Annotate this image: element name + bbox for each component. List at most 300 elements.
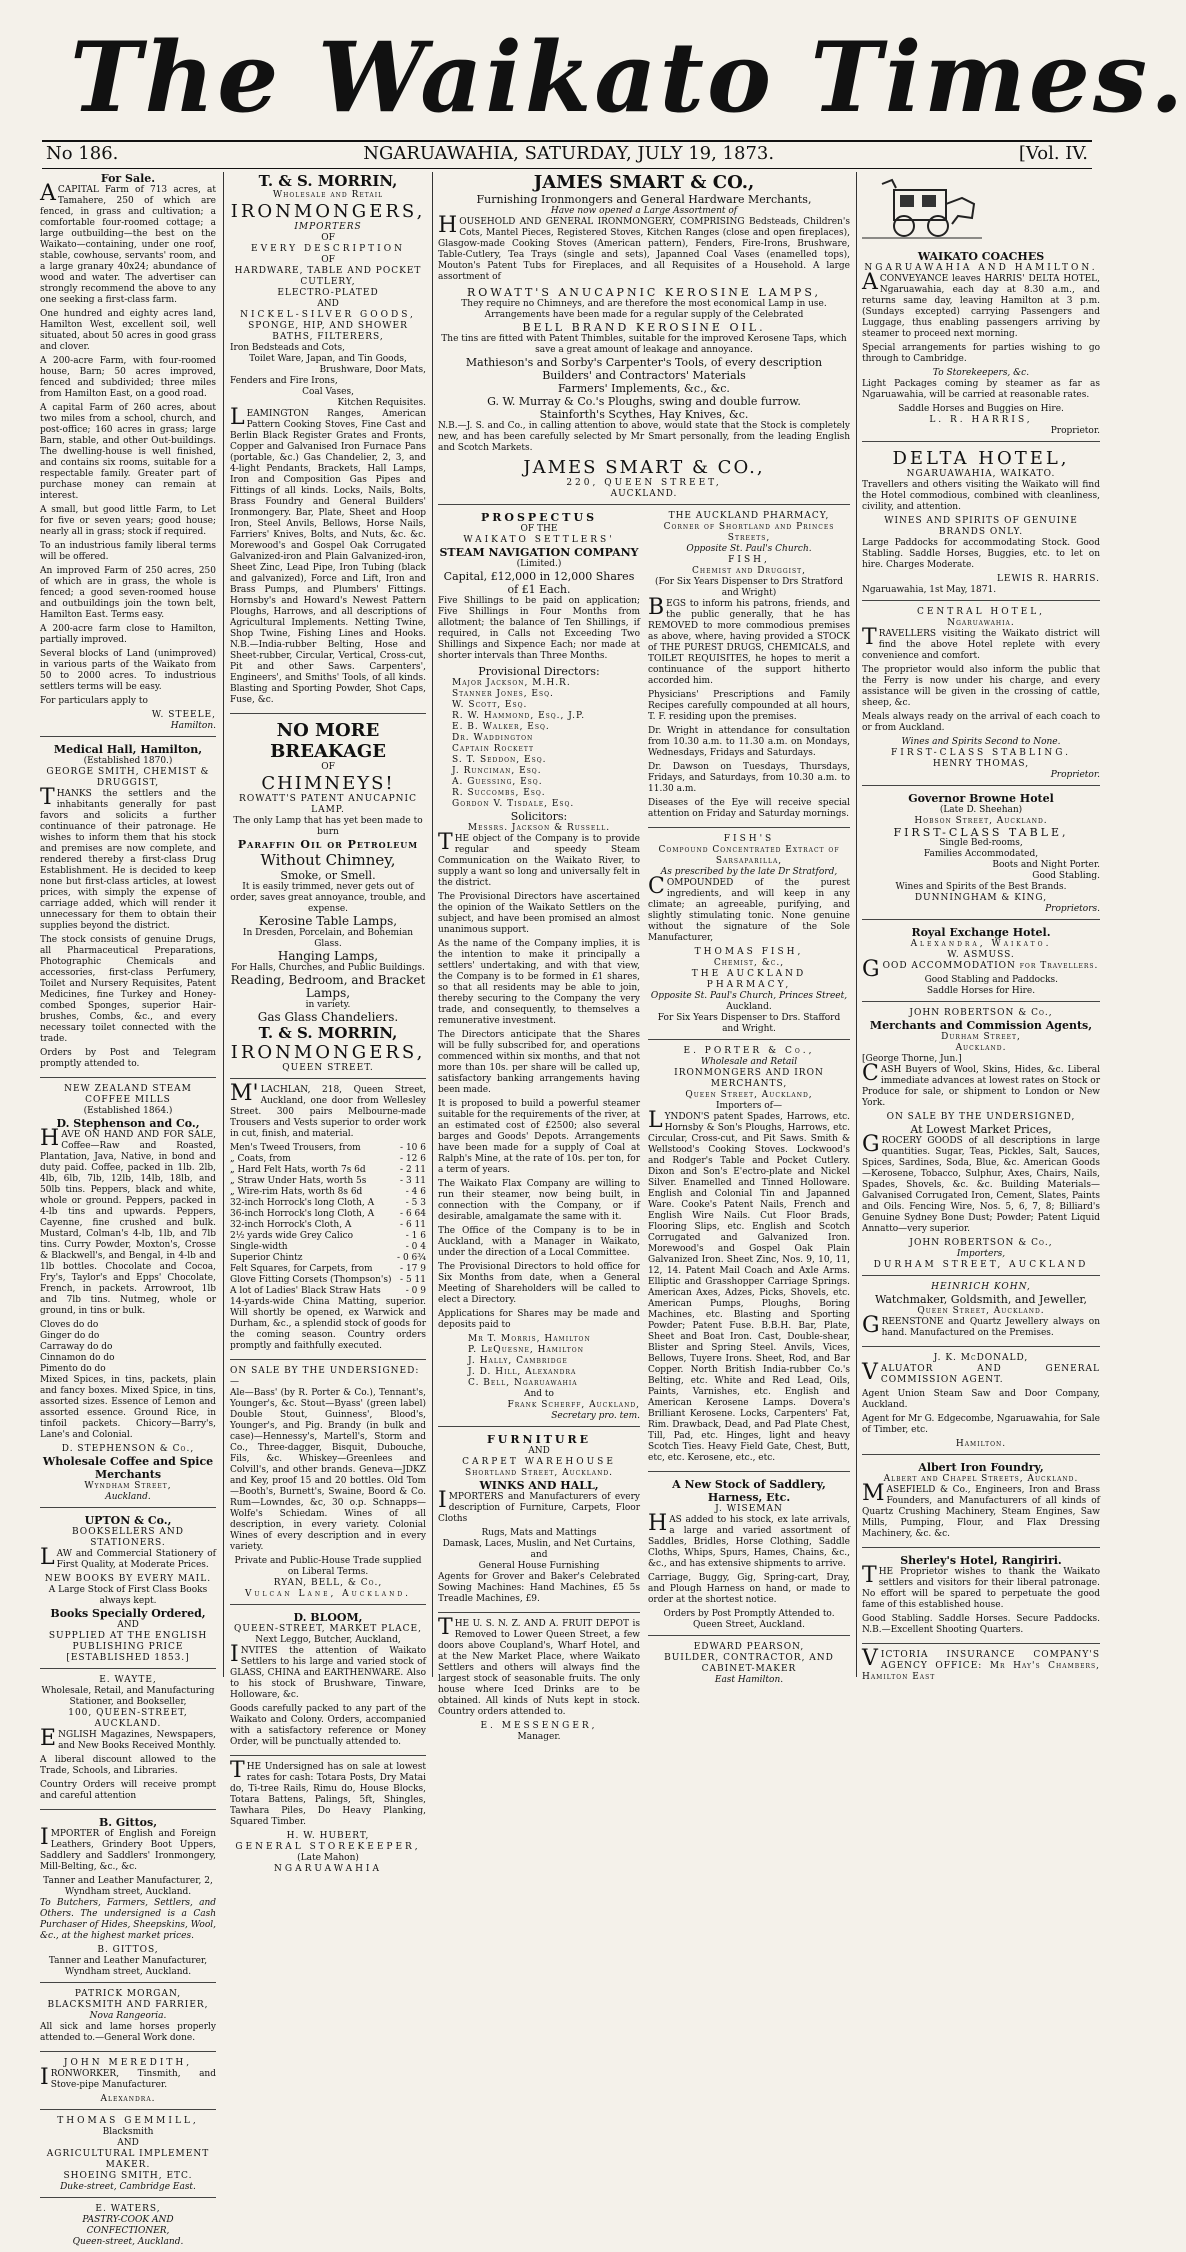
ad-meredith — [40, 2058, 216, 2110]
ad-address: Queen-street, Auckland. — [72, 2237, 184, 2247]
ad-heading: WAIKATO SETTLERS' — [463, 535, 615, 545]
ad-text: The Directors anticipate that the Shares will be fully subscribed for, and operations commenced within six months, and that not more than 10s. per share will be called up, satisfactory banking arrangements having been made. — [438, 1030, 640, 1095]
ad-text: SHOEING SMITH, ETC. — [63, 2171, 193, 2181]
ad-heading: NEW ZEALAND STEAM COFFEE MILLS — [64, 1084, 192, 1105]
ad-subheading: Compound Concentrated Extract of Sarsaparilla, — [658, 845, 840, 866]
column-3-right — [648, 511, 850, 1753]
ad-name: D. Stephenson and Co., — [56, 1117, 200, 1130]
ad-text: All sick and lame horses properly attended to.—General Work done. — [40, 2022, 216, 2043]
list-item: P. LeQuesne, Hamilton — [468, 1345, 584, 1355]
ad-text: The Provisional Directors to hold office for Six Months from date, when a General Meeting of Shareholders will be called to elect a Directory. — [438, 1262, 640, 1305]
ad-text: Good Stabling. — [1032, 871, 1100, 881]
ad-text: GREENSTONE and Quartz Jewellery always on hand. Manufactured on the Premises. — [862, 1313, 1100, 1338]
ad-address: DURHAM STREET, AUCKLAND — [873, 1260, 1089, 1270]
ad-heading: CARPET WAREHOUSE — [462, 1457, 616, 1467]
ad-waters — [40, 2204, 216, 2252]
ad-place: Auckland. — [726, 1002, 772, 1012]
ad-text: Agent Union Steam Saw and Door Company, Auckland. — [862, 1389, 1100, 1410]
ad-gemmill — [40, 2116, 216, 2198]
ad-heading: STEAM NAVIGATION COMPANY — [439, 546, 639, 559]
ad-text: HARDWARE, TABLE AND POCKET CUTLERY, — [234, 266, 422, 287]
ad-text: Iron Bedsteads and Cots, — [230, 343, 345, 353]
ad-address: Corner of Shortland and Princes Streets, — [663, 522, 835, 543]
column-4 — [862, 172, 1100, 1682]
ad-central-hotel — [862, 607, 1100, 786]
ad-signature: D. STEPHENSON & Co., — [61, 1444, 195, 1454]
ad-mcdonald — [862, 1353, 1100, 1455]
ad-heading: Medical Hall, Hamilton, — [53, 743, 203, 756]
list-item: Single-width - 0 4 — [230, 1242, 426, 1252]
list-item: Felt Squares, for Carpets, from - 17 9 — [230, 1264, 426, 1274]
ad-subheading: (Late D. Sheehan) — [939, 805, 1023, 815]
ad-text: Importers of— — [715, 1101, 783, 1111]
ad-title: IRONMONGERS, — [230, 201, 426, 222]
ad-text: Private and Public-House Trade supplied on Liberal Terms. — [234, 1556, 422, 1577]
ad-text: Wholesale, Retail, and Manufacturing Stationer, and Bookseller, — [41, 1686, 215, 1707]
list-item: „ Hard Felt Hats, worth 7s 6d - 2 11 — [230, 1165, 426, 1175]
ad-text: One hundred and eighty acres land, Hamilton West, excellent soil, well situated, about 50 acres in good grass and clover. — [40, 309, 216, 352]
ad-james-smart — [438, 172, 850, 505]
ad-porter — [648, 1046, 850, 1472]
ad-subheading: BOOKSELLERS AND STATIONERS. — [72, 1527, 184, 1548]
ad-mclachlan — [230, 1081, 426, 1360]
ad-place: East Hamilton. — [714, 1675, 784, 1685]
column-3-left — [438, 511, 640, 1753]
ad-morrin — [230, 172, 426, 714]
ad-text: GOOD ACCOMMODATION for Travellers. — [862, 957, 1099, 982]
ad-place: Alexandra. — [100, 2094, 156, 2104]
ad-text: Travellers and others visiting the Waikato will find the Hotel commodious, combined with cleanliness, civility, and attention. — [862, 480, 1100, 512]
list-item: W. Scott, Esq. — [452, 700, 528, 710]
ad-text: HAVE ON HAND AND FOR SALE, Coffee—Raw and Roasted, Plantation, Java, Native, in bond and duty paid. Coffee, packed in 1lb. 2lb, 4lb, 6lb, 7lb, 12lb, 14lb, 18lb, and 50lb tins. Peppers, black and white, whole or ground. Peppers, packed in 4-lb tins and upwards. Peppers, Cayenne, fine crushed and bulk. Mustard, Colman's 4-lb, 1lb, and 7lb tins. Curry Powder, Moxton's, Crosse & Blackwell's, and Bengal, in 4-lb and 1lb bottles. Chocolate and Cocoa, Fry's, Taylor's and Epps' Chocolate, French, in packets. Arrowroot, 1lb and 7lb tins. Nutmeg, whole or ground, in tins or bulk. — [40, 1126, 216, 1316]
ad-auckland-pharmacy — [648, 511, 850, 828]
ad-text: In Dresden, Porcelain, and Bohemian Glass. — [242, 928, 414, 949]
ad-text: Orders by Post and Telegram promptly attended to. — [40, 1048, 216, 1069]
ad-heading: CHIMNEYS! — [261, 773, 395, 794]
ad-text: (Late Mahon) — [297, 1853, 359, 1863]
ad-text: Smoke, or Smell. — [280, 869, 376, 882]
ad-text: Arrangements have been made for a regular supply of the Celebrated — [484, 310, 804, 320]
ad-title: Chemist and Druggist, — [692, 566, 806, 576]
ad-saddlery — [648, 1478, 850, 1636]
ad-text: General House Furnishing — [478, 1561, 600, 1571]
ad-text: OF — [321, 233, 335, 243]
ad-text: Several blocks of Land (unimproved) in various parts of the Waikato from 50 to 2000 acres. To industrious settlers terms will be easy. — [40, 649, 216, 692]
ad-address: Queen Street, Auckland, — [685, 1090, 813, 1100]
list-item: Stanner Jones, Esq. — [452, 689, 554, 699]
ad-text: 14-yards-wide China Matting, superior. Will shortly be opened, ex Warwick and Durham, &c., a splendid stock of goods for the coming season. Country orders promptly and faithfully executed. — [230, 1297, 426, 1351]
ad-text: THE object of the Company is to provide regular and speedy Steam Communication on the Waikato River, to supply a want so long and universally felt in the district. — [438, 830, 640, 888]
coach-illustration — [862, 174, 982, 244]
ad-address: Opposite St. Paul's Church. — [686, 544, 812, 554]
list-item: J. D. Hill, Alexandra — [468, 1367, 577, 1377]
ad-heading: Royal Exchange Hotel. — [911, 926, 1051, 939]
ad-subheading: Furnishing Ironmongers and General Hardware Merchants, — [476, 193, 812, 206]
ad-text: Good Stabling. Saddle Horses. Secure Paddocks. N.B.—Excellent Shooting Quarters. — [862, 1614, 1100, 1635]
ad-text: Saddle Horses and Buggies on Hire. — [898, 404, 1064, 414]
ad-address: Vulcan Lane, Auckland. — [244, 1589, 412, 1599]
ad-signature: L. R. HARRIS, — [929, 415, 1033, 425]
ad-text: Capital, £12,000 in 12,000 Shares of £1 Each. — [443, 570, 635, 596]
ad-text: Farmers' Implements, &c., &c. — [558, 382, 730, 395]
ad-signature: Tanner and Leather Manufacturer, Wyndham street, Auckland. — [48, 1956, 208, 1977]
ad-address: 100, QUEEN-STREET, AUCKLAND. — [68, 1708, 188, 1729]
ad-address: 220, QUEEN STREET, — [566, 478, 722, 488]
list-item: Pimento do do — [40, 1364, 106, 1374]
ad-text: THANKS the settlers and the inhabitants generally for past favors and solicits a further continuance of their patronage. He wishes to inform them that his stock and premises are now complete, and rendered thereby a first-class Drug Establishment. He is decided to keep none but first-class articles, at lowest prices, with simply the expense of carriage added, which will render it unnecessary for them to obtain their supplies beyond the district. — [40, 785, 216, 931]
ad-text: For Six Years Dispenser to Drs. Stafford and Wright. — [657, 1013, 841, 1034]
ad-text: Families Accommodated, — [923, 849, 1039, 859]
ad-name: T. & S. MORRIN, — [258, 1024, 398, 1042]
ad-text: AND — [528, 1446, 550, 1456]
list-item: J. Runciman, Esq. — [452, 766, 542, 776]
ad-wayte — [40, 1675, 216, 1810]
ad-text: FIRST-CLASS STABLING. — [891, 748, 1071, 758]
ad-heading: NO MORE BREAKAGE — [270, 720, 386, 762]
ad-heading: FURNITURE — [486, 1433, 592, 1446]
ad-text: NICKEL-SILVER GOODS, — [240, 310, 416, 320]
ad-text: ELECTRO-PLATED — [277, 288, 379, 298]
ad-text: EVERY DESCRIPTION — [251, 244, 405, 254]
column-3-split — [438, 511, 850, 1753]
ad-title: PASTRY-COOK AND CONFECTIONER, — [82, 2215, 174, 2236]
column-3 — [438, 172, 850, 1742]
ad-text: M'LACHLAN, 218, Queen Street, Auckland, one door from Wellesley Street. 300 pairs Melbourne-made Trousers and Vests superior to order work in cut, finish, and material. — [230, 1081, 426, 1139]
ad-heading: Albert Iron Foundry, — [918, 1461, 1044, 1474]
ad-address: Wyndham Street, — [84, 1481, 172, 1491]
ad-text: Messrs. Jackson & Russell. — [467, 823, 611, 833]
page-columns — [40, 172, 1100, 2247]
list-item: 36-inch Horrock's long Cloth, A - 6 64 — [230, 1209, 426, 1219]
ad-text: It is easily trimmed, never gets out of order, saves great annoyance, trouble, and expense. — [230, 882, 426, 914]
ad-name: E. PORTER & Co., — [683, 1046, 815, 1056]
ad-text: Builders' and Contractors' Materials — [542, 369, 746, 382]
ad-text: BEGS to inform his patrons, friends, and the public generally, that he has REMOVED to more commodious premises as above, where, having provided a STOCK of THE PUREST DRUGS, CHEMICALS, and TOILET REQUISITES, he hopes to merit a continuance of the support hitherto accorded him. — [648, 595, 850, 686]
ad-name: THOMAS FISH, — [694, 947, 804, 957]
ad-text: Kitchen Requisites. — [337, 398, 426, 408]
list-item: „ Coats, from - 12 6 — [230, 1154, 426, 1164]
issue-date: NGARUAWAHIA, SATURDAY, JULY 19, 1873. — [363, 143, 775, 164]
ad-name: THOMAS GEMMILL, — [57, 2116, 199, 2126]
ad-text: They require no Chimneys, and are therefore the most economical Lamp in use. — [461, 299, 827, 309]
ad-text: WINES AND SPIRITS OF GENUINE BRANDS ONLY. — [884, 516, 1078, 537]
ad-text: Country Orders will receive prompt and careful attention — [40, 1780, 216, 1801]
list-item: 32-inch Horrock's Cloth, A - 6 11 — [230, 1220, 426, 1230]
ad-text: Orders by Post Promptly Attended to. — [663, 1609, 835, 1619]
ad-signature: W. ASMUSS. — [947, 950, 1015, 960]
column-2 — [230, 172, 426, 1874]
ad-text: Ale—Bass' (by R. Porter & Co.), Tennant's, Younger's, &c. Stout—Byass' (green label) Double Stout, Guinness', Blood's, Younger's, and Pig. Brandy (in bulk and case)—Hennessy's, Martell's, Storm and Co., Three-dagger, Bisquit, Dubouche, Fils, &c. Whiskey—Greenlees and Colvill's, and other brands. Geneva—JDKZ and Key, proof 15 and 20 bottles. Old Tom—Booth's, Burnett's, Swaine, Boord & Co. Rum—Lowndes, &c, 30 o.p. Schnapps—Wolfe's Schiedam. Wines of all description, in every variety. Colonial Wines of every description and in every variety. — [230, 1388, 426, 1552]
ad-text: Meals always ready on the arrival of each coach to or from Auckland. — [862, 712, 1100, 733]
ad-signature: LEWIS R. HARRIS. — [996, 574, 1100, 584]
ad-text: Tanner and Leather Manufacturer, 2, Wyndham street, Auckland. — [43, 1876, 213, 1897]
ad-furniture — [438, 1433, 640, 1613]
ad-text: Dr. Dawson on Tuesdays, Thursdays, Fridays, and Saturdays, from 10.30 a.m. to 11.30 a.m. — [648, 762, 850, 794]
ad-text: It is proposed to build a powerful steamer suitable for the requirements of the river, at an estimated cost of £2500; also several barges and Goods' Depots. Arrangements have been made for a supply of Coal at Ralph's Mine, at the rate of 10s. per ton, for a term of years. — [438, 1099, 640, 1175]
ad-text: ROWATT'S PATENT ANUCAPNIC LAMP. — [239, 794, 417, 815]
ad-text: Single Bed-rooms, — [939, 838, 1023, 848]
ad-address: Durham Street, — [941, 1032, 1021, 1042]
ad-name: E. WATERS, — [95, 2204, 161, 2214]
ad-name: JAMES SMART & CO., — [533, 172, 755, 193]
column-rule — [223, 172, 224, 1677]
list-item: Dr. Waddington — [452, 733, 534, 743]
ad-heading: UPTON & Co., — [84, 1514, 172, 1527]
ad-text: Special arrangements for parties wishing to go through to Cambridge. — [862, 343, 1100, 364]
ad-title: BLACKSMITH AND FARRIER, — [47, 2000, 209, 2010]
ad-heading: Reading, Bedroom, and Bracket Lamps, — [230, 973, 426, 1000]
list-item: Major Jackson, M.H.R. — [452, 678, 571, 688]
ad-text: Ngaruawahia, 1st May, 1871. — [862, 585, 997, 595]
ad-place: Nova Rangeoria. — [89, 2011, 167, 2021]
ad-text: Physicians' Prescriptions and Family Recipes carefully compounded at all hours, T. F. residing upon the premises. — [648, 690, 850, 722]
ad-heading: Sherley's Hotel, Rangiriri. — [900, 1554, 1062, 1567]
ad-text: COMPOUNDED of the purest ingredients, and will keep in any climate; an agreeable, purifying, and slightly stimulating tonic. None genuine without the signature of the Sole Manufacturer, — [648, 874, 850, 943]
ad-signature: JOHN ROBERTSON & Co., — [909, 1238, 1053, 1248]
ad-governor-browne — [862, 792, 1100, 920]
ad-text: ACAPITAL Farm of 713 acres, at Tamahere, 250 of which are fenced, in grass and cultivation; a comfortable four-roomed cottage; a large outbuilding—the best on the Waikato—containing, under one roof, stable, cowhouse, servants' room, and a large granary 40x24; abundance of wood and water. The advertiser can strongly recommend the above to any one seeking a first-class farm. — [40, 181, 216, 305]
ad-text: AND — [117, 1620, 139, 1630]
ad-name: PATRICK MORGAN, — [74, 1989, 182, 1999]
ad-text: SPONGE, HIP, AND SHOWER BATHS, FILTERERS, — [248, 321, 408, 342]
ad-name: E. WAYTE, — [99, 1675, 157, 1685]
ad-morgan — [40, 1989, 216, 2052]
ad-medical-hall — [40, 743, 216, 1078]
list-item: 32-inch Horrock's long Cloth, A - 5 3 — [230, 1198, 426, 1208]
ad-heading: ON SALE BY THE UNDERSIGNED:— — [230, 1366, 420, 1387]
ad-bloom — [230, 1611, 426, 1756]
ad-subheading: (Established 1870.) — [83, 756, 173, 766]
ad-text: A 200-acre Farm, with four-roomed house, Barn; 50 acres improved, fenced and subdivided; three miles from Hamilton East, on a good road. — [40, 356, 216, 399]
ad-delta-hotel — [862, 448, 1100, 601]
ad-kohn — [862, 1282, 1100, 1347]
ad-for-sale — [40, 172, 216, 737]
ad-text: THE Undersigned has on sale at lowest rates for cash: Totara Posts, Dry Matai do, Ti-tree Rails, Rimu do, House Blocks, Totara Battens, Palings, 5ft, Shingles, Tawhara Piles, Do Heavy Planking, Squared Timber. — [230, 1758, 426, 1827]
ad-signature: DUNNINGHAM & KING, — [914, 893, 1048, 903]
ad-no-more-breakage — [230, 720, 426, 1079]
ad-signature: H. W. HUBERT, — [286, 1831, 370, 1841]
ad-text: CASH Buyers of Wool, Skins, Hides, &c. Liberal immediate advances at lowest rates on Stock or Produce for sale, or shipment to London or New York. — [862, 1061, 1100, 1108]
ad-text: An improved Farm of 250 acres, 250 of which are in grass, the whole is fenced; a good seven-roomed house and outbuildings join the town belt, Hamilton East. Terms easy. — [40, 566, 216, 620]
ad-text: Five Shillings to be paid on application; Five Shillings in Four Months from allotment; the balance of Ten Shillings, if required, in Calls not Exceeding Two Shillings and Sixpence Each; nor made at shorter intervals than Three Months. — [438, 596, 640, 661]
ad-text: Mathieson's and Sorby's Carpenter's Tools, of every description — [465, 356, 823, 369]
ad-text: Boots and Night Porter. — [992, 860, 1100, 870]
ad-sherleys-hotel — [862, 1554, 1100, 1644]
ad-ryan-bell — [230, 1366, 426, 1605]
ad-text: Agents for Grover and Baker's Celebrated Sowing Machines: Hand Machines, £5 5s Treadle Machines, £9. — [438, 1572, 640, 1604]
ad-text: For particulars apply to — [40, 696, 148, 706]
ad-text: SUPPLIED AT THE ENGLISH PUBLISHING PRICE — [48, 1631, 208, 1652]
ad-subheading: (Established 1864.) — [83, 1106, 173, 1116]
ad-fish-sarsaparilla — [648, 834, 850, 1040]
price-list — [230, 1143, 426, 1297]
ad-title: BUILDER, CONTRACTOR, AND CABINET-MAKER — [664, 1653, 834, 1674]
ad-text: IMPORTERS and Manufacturers of every description of Furniture, Carpets, Floor Cloths — [438, 1488, 640, 1524]
ad-heading: For Sale. — [100, 172, 156, 185]
ad-title: IRONMONGERS, — [230, 1042, 426, 1063]
ad-title: GENERAL STOREKEEPER, — [235, 1842, 421, 1852]
ad-name: EDWARD PEARSON, — [693, 1642, 805, 1652]
list-item: „ Straw Under Hats, worth 5s - 3 11 — [230, 1176, 426, 1186]
ad-subheading: At Lowest Market Prices, — [910, 1123, 1052, 1136]
ad-place: NGARUAWAHIA — [274, 1864, 382, 1874]
list-item: S. T. Seddon, Esq. — [452, 755, 547, 765]
ad-text: IMPORTERS — [294, 222, 362, 232]
ad-address: QUEEN STREET. — [282, 1063, 374, 1073]
ad-signature: Wholesale Coffee and Spice Merchants — [42, 1455, 214, 1481]
list-item: Men's Tweed Trousers, from - 10 6 — [230, 1143, 426, 1153]
ad-text: INVITES the attention of Waikato Settlers to his large and varied stock of GLASS, CHINA and EARTHENWARE. Also to his stock of Brushware, Tinware, Holloware, &c. — [230, 1642, 426, 1700]
volume-number: [Vol. IV. — [1018, 143, 1088, 164]
list-item: J. Hally, Cambridge — [468, 1356, 568, 1366]
ad-heading: PROSPECTUS — [480, 511, 598, 524]
ad-text: Mixed Spices, in tins, packets, plain and fancy boxes. Mixed Spice, in tins, assorted sizes. Essence of Lemon and assorted essence. Ground Rice, in tinfoil packets. Chicory—Barry's, Lane's and Colonial. — [40, 1375, 216, 1440]
ad-heading: FISH'S — [723, 834, 775, 844]
ad-text: G. W. Murray & Co.'s Ploughs, swing and double furrow. — [487, 395, 801, 408]
ad-address: Albert and Chapel Streets, Auckland. — [883, 1474, 1079, 1484]
ad-name: GEORGE SMITH, CHEMIST & DRUGGIST, — [46, 767, 210, 788]
ad-address: Hobson Street, Auckland. — [914, 816, 1048, 826]
ad-text: GROCERY GOODS of all descriptions in large quantities. Sugar, Teas, Pickles, Salt, Sauces, Spices, Sardines, Soda, Blue, &c. American Goods—Kerosene, Tobacco, Sulphur, Axes, Chairs, Nails, Spades, Shovels, &c. &c. Building Materials—Galvanised Corrugated Iron, Cement, Slates, Paints and Oils. Fencing Wire, Nos. 5, 6, 7, 8; Billiard's Genuine Sydney Bone Dust; Powder; Patent Liquid Annatto—very superior. — [862, 1132, 1100, 1234]
ad-pearson — [648, 1642, 850, 1690]
ad-signature: Secretary pro. tem. — [551, 1411, 640, 1421]
ad-text: Goods carefully packed to any part of the Waikato and Colony. Orders, accompanied with a satisfactory reference or Money Order, will be punctually attended to. — [230, 1704, 426, 1747]
ad-text: IRONWORKER, Tinsmith, and Stove-pipe Manufacturer. — [40, 2065, 216, 2090]
column-1 — [40, 172, 216, 2247]
ad-text: Wines and Spirits of the Best Brands. — [895, 882, 1067, 892]
ad-text: For Halls, Churches, and Public Buildings. — [231, 963, 425, 973]
ad-heading: Governor Browne Hotel — [908, 792, 1054, 805]
ad-text: ROWATT'S ANUCAPNIC KEROSINE LAMPS, — [467, 286, 821, 299]
ad-subheading: Ngaruawahia. — [947, 618, 1015, 628]
ad-name: JOHN MEREDITH, — [63, 2058, 193, 2068]
ad-text: LAW and Commercial Stationery of First Quality, at Moderate Prices. — [40, 1545, 216, 1570]
ad-text: And to — [524, 1389, 554, 1399]
ad-text: (For Six Years Dispenser to Drs Stratford and Wright) — [655, 577, 843, 598]
ad-text: Toilet Ware, Japan, and Tin Goods, — [249, 354, 407, 364]
ad-address: Opposite St. Paul's Church, Princes Street, — [650, 991, 848, 1001]
list-item: Superior Chintz - 0 6¾ — [230, 1253, 426, 1263]
ad-heading: THE AUCKLAND PHARMACY, — [668, 511, 830, 521]
ad-text: The Office of the Company is to be in Auckland, with a Manager in Waikato, under the direction of a Local Committee. — [438, 1226, 640, 1258]
ad-waikato-coaches — [862, 172, 1100, 442]
ad-text: The tins are fitted with Patent Thimbles, suitable for the improved Kerosene Taps, which save a great amount of leakage and annoyance. — [441, 334, 847, 355]
ad-text: HAS added to his stock, ex late arrivals, a large and varied assortment of Saddles, Bridles, Horse Clothing, Saddle Cloths, Whips, Spurs, Hames, Chains, &c., &c., and has extensive shipments to arrive. — [648, 1511, 850, 1569]
ad-text: ACONVEYANCE leaves HARRIS' DELTA HOTEL, Ngaruawahia, each day at 8.30 a.m., and returns same day, leaving Hamilton at 3 p.m. (Sundays excepted) carrying Passengers and Luggage, thus enabling passengers arriving by steamer to proceed next morning. — [862, 270, 1100, 339]
ad-place: AUCKLAND. — [610, 489, 678, 499]
ad-upton — [40, 1514, 216, 1669]
ad-text: Without Chimney, — [260, 851, 396, 869]
dateline — [42, 140, 1092, 169]
ad-name: B. Gittos, — [98, 1816, 158, 1829]
director-list — [438, 678, 640, 810]
list-item: A lot of Ladies' Black Straw Hats - 0 9 — [230, 1286, 426, 1296]
ad-text: A 200-acre farm close to Hamilton, partially improved. — [40, 624, 216, 645]
ad-subheading: Wholesale and Retail — [272, 190, 384, 200]
ad-text: The Provisional Directors have ascertained the opinion of the Waikato Settlers on the subject, and have been promised an almost unanimous support. — [438, 892, 640, 935]
masthead — [70, 20, 1186, 135]
ad-text: As the name of the Company implies, it is the intention to make it principally a settlers' undertaking, and with that view, the Company is to be formed in £1 shares, so that all residents may be able to join, thereby securing to the Company the very trade, and consequently, to themselves a remunerative investment. — [438, 939, 640, 1026]
ad-text: LYNDON'S patent Spades, Harrows, etc. Hornsby & Son's Ploughs, Harrows, etc. Circular, Cross-cut, and Pit Saws. Smith & Wellstood's Cooking Stoves. Lockwood's and Rodger's Table and Pocket Cutlery. Dixon and Son's E'ectro-plate and Nickel Silver. Enamelled and Tinned Holloware. English and Colonial Tin and Japanned Ware. Cooke's Patent Nails, French and English Wire Nails. Cut Floor Brads, Flooring Slips, etc. English and Scotch Corrugated and Galvanized Iron. Morewood's and Gospel Oak Plain Galvanized Iron. Sheet Zinc, Nos. 9, 10, 11, 12, 14. Patent Mail Coach and Axle Arms. Elliptic and Grasshopper Carriage Springs. American Axes, Adzes, Picks, Shovels, etc. American Pumps, Ploughs, Boring Machines, etc. Blasting and Sporting Powder; Patent Fuse. B.B.H. Bar, Plate, Sheet and Boat Iron. Cast, Double-shear, Blister and Spring Steel. Anvils, Vices, Bellows, Tuyere Irons. Sheet, Rod, and Bar Copper. North British India-rubber Co.'s Belting, etc. White and Red Lead, Oils, Paints, Varnishes, etc. English and American Kerosene Lamps. Dovera's Brilliant Kerosene. Locks, Carpenters' Fat, Rim. Drawback, Dead, and Pad Plate Chest, Till, Pad, etc. Hinges, light and heavy Scotch Ties. Heavy Field Gate, Chest, Butt, etc, etc. Kerosene, etc., etc. — [648, 1108, 850, 1463]
ad-name: J. K. McDONALD, — [933, 1353, 1029, 1363]
ad-text: Light Packages coming by steamer as far as Ngaruawahia, will be carried at reasonable rates. — [862, 379, 1100, 400]
ad-text: A capital Farm of 260 acres, about two miles from a school, church, and post-office; 160 acres in grass; large Barn, stable, and other Out-buildings. The dwelling-house is well finished, and contains six rooms, suitable for a respectable family. Greater part of purchase money can remain at interest. — [40, 403, 216, 501]
ad-signature: E. MESSENGER, — [480, 1721, 598, 1731]
ad-place: Hamilton. — [170, 721, 216, 731]
ad-text: Books Specially Ordered, — [50, 1607, 206, 1620]
ad-heading: ON SALE BY THE UNDERSIGNED, — [886, 1112, 1076, 1122]
ad-text: N.B.—J. S. and Co., in calling attention to above, would state that the Stock is completely new, and has been carefully selected by Mr Smart personally, from the leading English and Scotch Markets. — [438, 421, 850, 453]
ad-address: QUEEN-STREET, MARKET PLACE, — [233, 1624, 422, 1634]
ad-text: A liberal discount allowed to the Trade, Schools, and Libraries. — [40, 1755, 216, 1776]
ad-victoria-insurance — [862, 1646, 1100, 1690]
list-item: Gordon V. Tisdale, Esq. — [452, 799, 575, 809]
ad-address: Shortland Street, Auckland. — [464, 1468, 613, 1478]
ad-title: Proprietor. — [1050, 426, 1100, 436]
ad-robertson — [862, 1008, 1100, 1276]
list-item: Mr T. Morris, Hamilton — [468, 1334, 591, 1344]
ad-signature: JAMES SMART & CO., — [523, 457, 765, 478]
ad-text: The proprietor would also inform the public that the Ferry is now under his charge, and every assistance will be given in the crossing of cattle, sheep, &c. — [862, 665, 1100, 708]
ad-text: OF — [321, 762, 335, 772]
ad-text: Stainforth's Scythes, Hay Knives, &c. — [539, 408, 749, 421]
ad-text: Damask, Laces, Muslin, and Net Curtains, and — [442, 1539, 636, 1560]
ad-text: Applications for Shares may be made and deposits paid to — [438, 1309, 640, 1330]
ad-text: TRAVELLERS visiting the Waikato district will find the above Hotel replete with every convenience and comfort. — [862, 625, 1100, 661]
ad-text: A small, but good little Farm, to Let for five or seven years; good house; nearly all in grass; stock if required. — [40, 505, 216, 537]
list-item: A. Guessing, Esq. — [452, 777, 543, 787]
ad-subheading: Alexandra, Waikato. — [910, 939, 1052, 949]
ad-title: Watchmaker, Goldsmith, and Jeweller, — [875, 1293, 1087, 1306]
ad-title: Proprietor. — [1050, 770, 1100, 780]
ad-text: VICTORIA INSURANCE COMPANY'S AGENCY OFFICE: Mr Hay's Chambers, Hamilton East — [862, 1646, 1100, 1682]
ad-prospectus — [438, 511, 640, 1427]
ad-address: Next Leggo, Butcher, Auckland, — [255, 1635, 401, 1645]
ad-text: Agent for Mr G. Edgecombe, Ngaruawahia, for Sale of Timber, etc. — [862, 1414, 1100, 1435]
list-item: E. B. Walker, Esq. — [452, 722, 550, 732]
ad-place: Auckland. — [105, 1492, 151, 1502]
issue-number: No 186. — [46, 143, 119, 164]
list-item: Cinnamon do do — [40, 1353, 115, 1363]
ad-heading: A New Stock of Saddlery, Harness, Etc. — [672, 1478, 826, 1504]
list-item: R. Succombs, Esq. — [452, 788, 546, 798]
ad-text: AND — [117, 2138, 139, 2148]
ad-title: VALUATOR AND GENERAL COMMISSION AGENT. — [862, 1360, 1100, 1385]
ad-address: Queen Street, Auckland. — [917, 1306, 1045, 1316]
ad-text: IMPORTER of English and Foreign Leathers, Grindery Boot Uppers, Saddlery and Saddlers' Ironmongery, Mill-Belting, &c., &c. — [40, 1825, 216, 1872]
ad-text: The stock consists of genuine Drugs, all Pharmaceutical Preparations, Photographic Chemicals and accessories, first-class Perfumery, Toilet and Nursery Requisites, Patent Medicines, fine Turkey and Honey-combed Sponges, superior Hair-brushes, Combs, &c., and every necessary toilet connected with the trade. — [40, 935, 216, 1044]
list-item: Cloves do do — [40, 1320, 99, 1330]
ad-heading: Gas Glass Chandeliers. — [257, 1010, 399, 1024]
list-item: Ginger do do — [40, 1331, 100, 1341]
ad-place: Auckland. — [955, 1043, 1007, 1053]
ad-title: Proprietors. — [1045, 904, 1100, 914]
list-item: 2½ yards wide Grey Calico - 1 6 — [230, 1231, 426, 1241]
ad-signature: HENRY THOMAS, — [932, 759, 1030, 769]
ad-name: J. WISEMAN — [715, 1504, 783, 1514]
ad-heading: Kerosine Table Lamps, — [258, 914, 398, 928]
ad-name: WINKS AND HALL, — [479, 1479, 599, 1492]
list-item: R. W. Hammond, Esq., J.P. — [452, 711, 586, 721]
ad-text: Saddle Horses for Hire. — [926, 986, 1036, 996]
list-item: „ Wire-rim Hats, worth 8s 6d - 4 6 — [230, 1187, 426, 1197]
ad-text: Have now opened a Large Assortment of — [550, 206, 738, 216]
ad-text: Rugs, Mats and Mattings — [481, 1528, 597, 1538]
ad-name: FISH, — [728, 555, 770, 565]
ad-heading: Solicitors: — [510, 810, 568, 823]
ad-heading: Provisional Directors: — [478, 665, 600, 678]
ad-heading: THE AUCKLAND PHARMACY, — [691, 969, 807, 990]
